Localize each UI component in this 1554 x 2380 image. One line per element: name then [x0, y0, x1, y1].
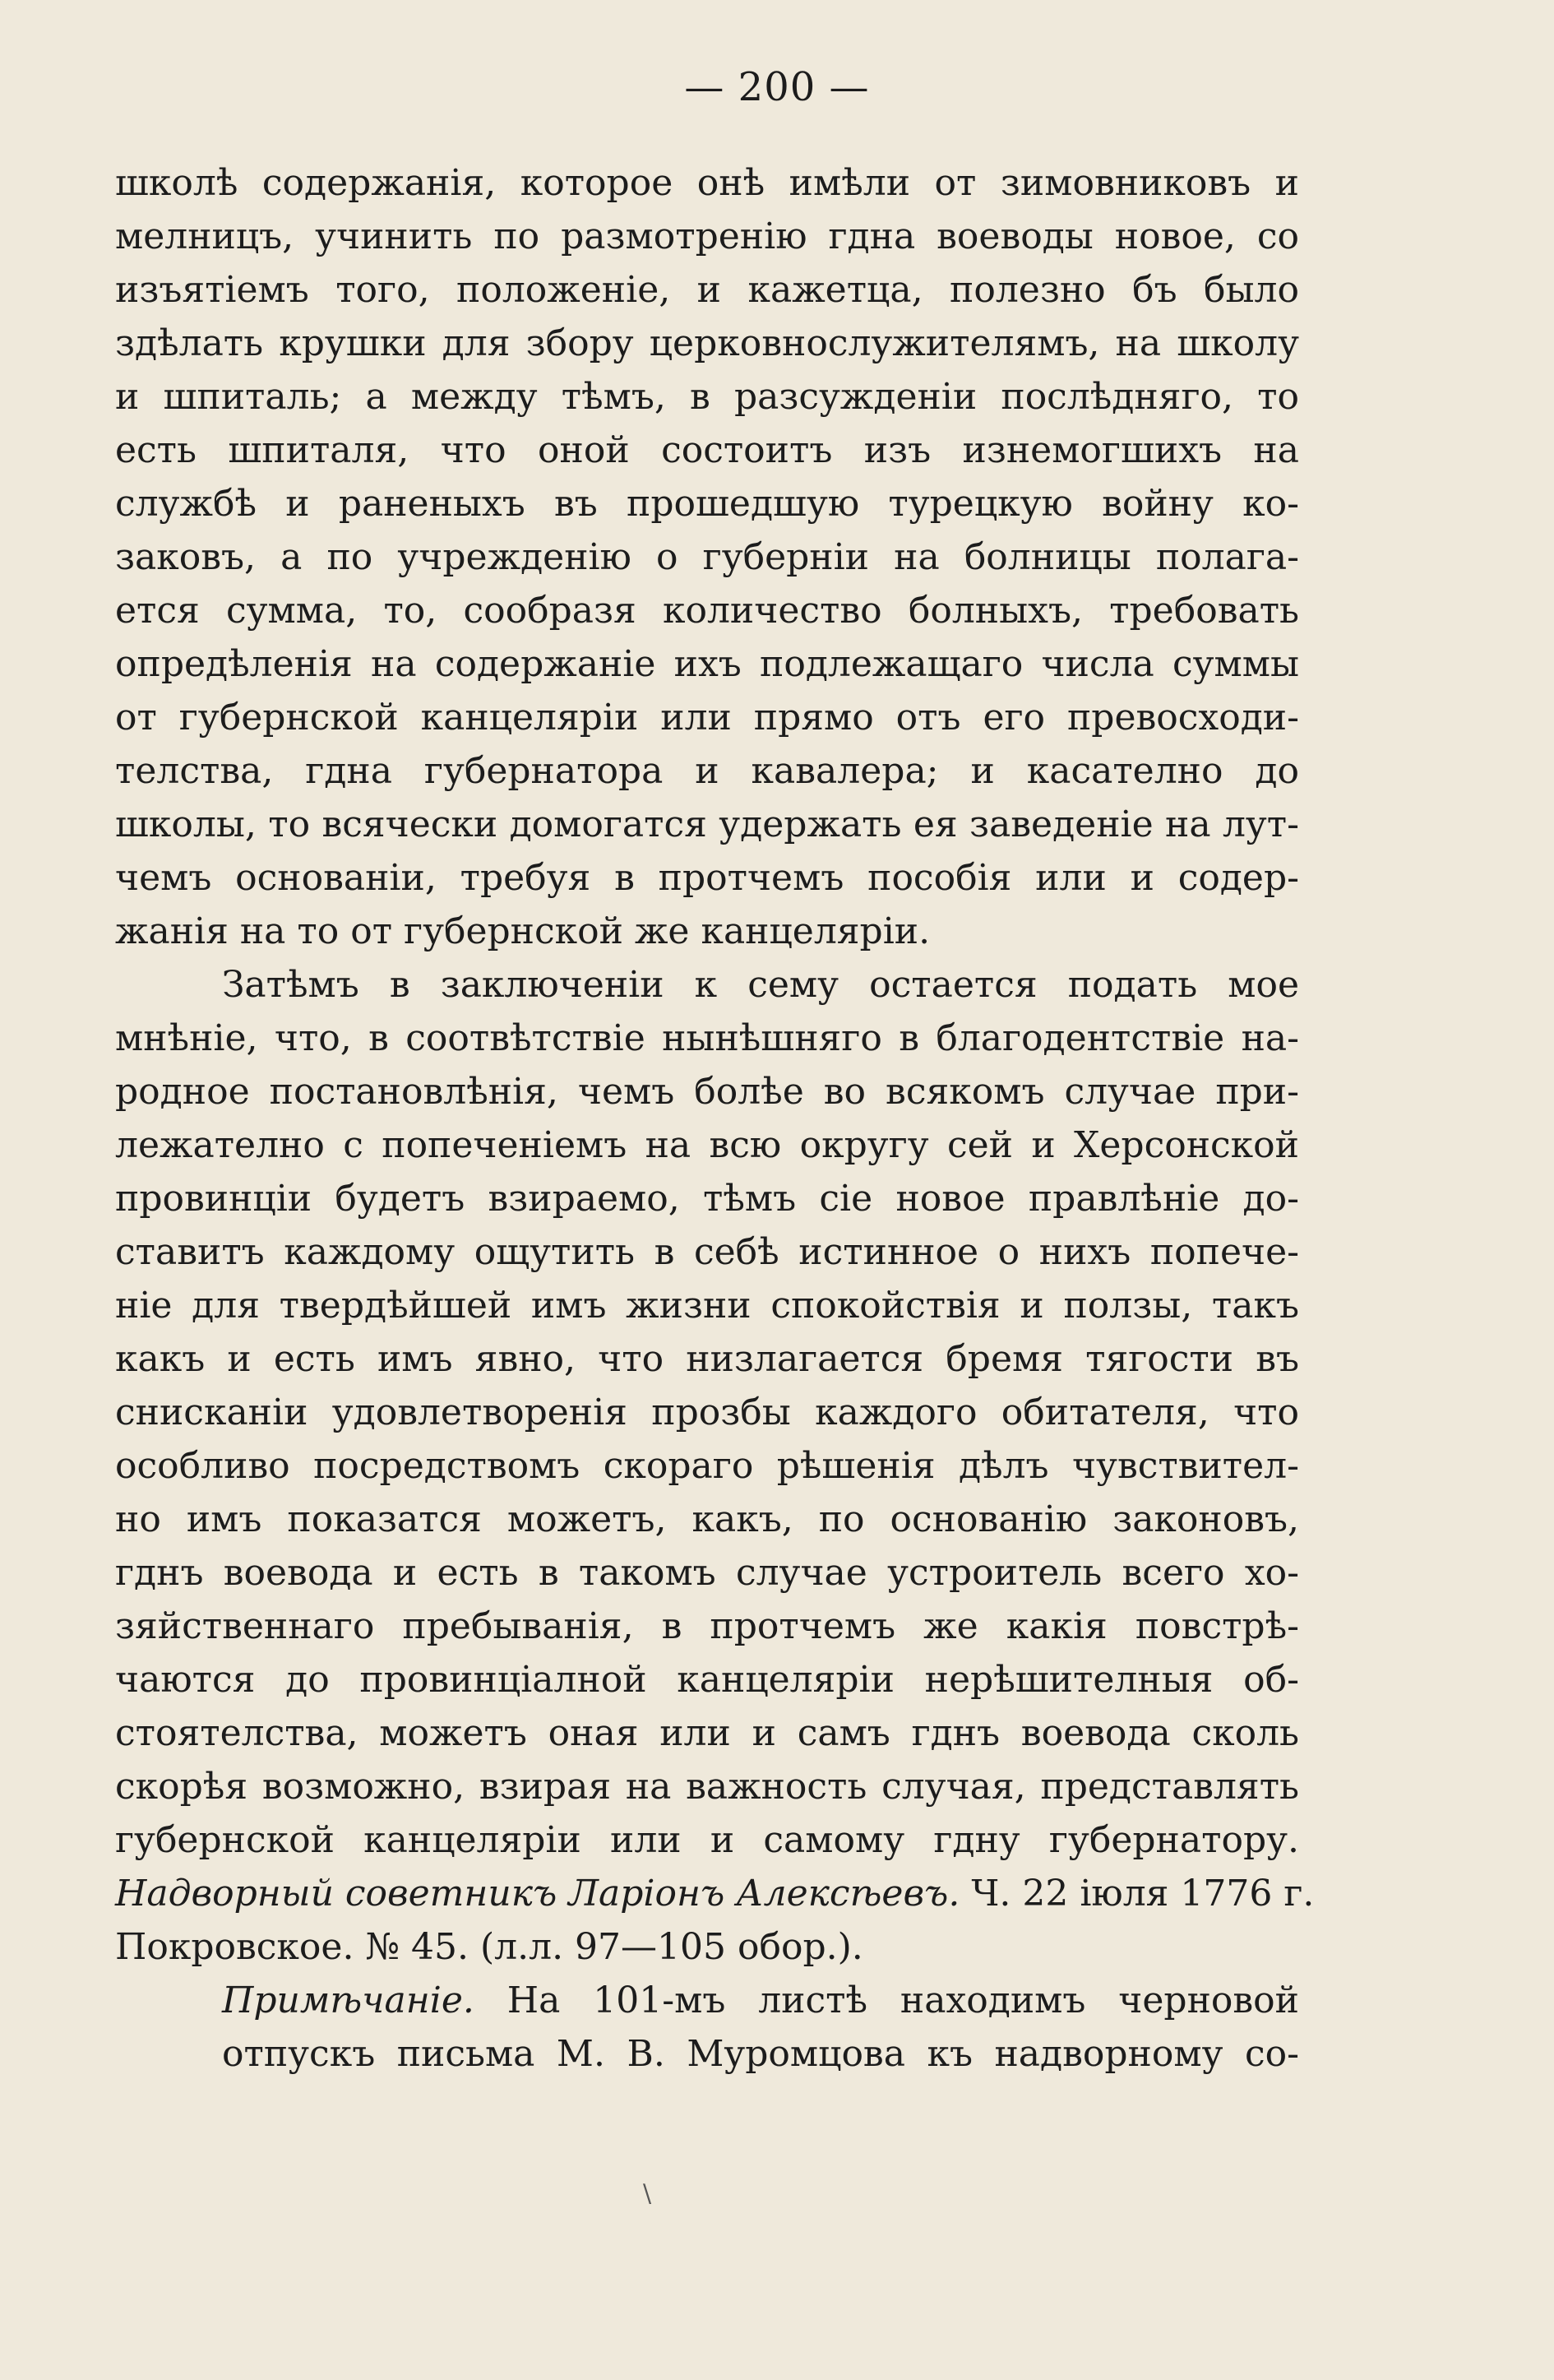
text-line: телства, гдна губернатора и кавалера; и касателно до: [115, 750, 1299, 792]
text-line: есть шпиталя, что оной состоитъ изъ изнемогшихъ на: [115, 429, 1299, 471]
note-text: На 101-мъ листѣ находимъ черновой: [474, 1979, 1299, 2021]
text-line: опредѣленія на содержаніе ихъ подлежащаго числа суммы: [115, 643, 1299, 685]
text-line: какъ и есть имъ явно, что низлагается бремя тягости въ: [115, 1338, 1299, 1380]
note-line: [115, 1974, 1299, 2027]
text-line: чаются до провинціалной канцеляріи нерѣшителныя об-: [115, 1659, 1299, 1701]
text-line: но имъ показатся можетъ, какъ, по основанію законовъ,: [115, 1498, 1299, 1540]
text-line: школы, то всячески домогатся удержать ея заведеніе на лут-: [115, 803, 1299, 845]
archive-reference: Покровское. № 45. (л.л. 97—105 обор.).: [115, 1926, 863, 1968]
text-line: родное постановлѣнія, чемъ болѣе во всякомъ случае при-: [115, 1071, 1299, 1113]
text-line: стоятелства, можетъ оная или и самъ гднъ воевода сколь: [115, 1712, 1299, 1754]
text-line: скорѣя возможно, взирая на важность случая, представлять: [115, 1766, 1299, 1808]
text-line: мелницъ, учинить по размотренію гдна воеводы новое, со: [115, 215, 1299, 257]
signature-name: Надворный советникъ Ларіонъ Алексѣевъ.: [115, 1873, 960, 1915]
text-line: лежателно с попеченіемъ на всю округу сей и Херсонской: [115, 1124, 1299, 1166]
text-line: провинціи будетъ взираемо, тѣмъ сіе новое правлѣніе до-: [115, 1178, 1299, 1220]
text-line: зяйственнаго пребыванія, в протчемъ же какія повстрѣ-: [115, 1605, 1299, 1647]
text-line: здѣлать крушки для збору церковнослужителямъ, на школу: [115, 322, 1299, 364]
stray-mark: \: [643, 2179, 652, 2208]
text-line: губернской канцеляріи или и самому гдну губернатору.: [115, 1819, 1299, 1861]
text-line: от губернской канцеляріи или прямо отъ его превосходи-: [115, 697, 1299, 739]
text-line: чемъ основаніи, требуя в протчемъ пособія или и содер-: [115, 857, 1299, 899]
text-line: гднъ воевода и есть в такомъ случае устроитель всего хо-: [115, 1552, 1299, 1594]
text-block: [115, 156, 1315, 2081]
page-number: — 200 —: [684, 64, 870, 110]
text-line: и шпиталь; а между тѣмъ, в разсужденіи послѣдняго, то: [115, 376, 1299, 418]
text-line: Затѣмъ в заключеніи к сему остается подать мое: [222, 964, 1299, 1006]
signature-details: Ч. 22 іюля 1776 г.: [960, 1873, 1315, 1915]
text-line: изъятіемъ того, положеніе, и кажетца, полезно бъ было: [115, 269, 1299, 311]
text-line: ставитъ каждому ощутить в себѣ истинное о нихъ попече-: [115, 1231, 1299, 1273]
text-line: мнѣніе, что, в соотвѣтствіе нынѣшняго в благодентствіе на-: [115, 1017, 1299, 1059]
text-line: службѣ и раненыхъ въ прошедшую турецкую войну ко-: [115, 483, 1299, 525]
text-line: ется сумма, то, сообразя количество болныхъ, требовать: [115, 590, 1299, 632]
text-line: снисканіи удовлетворенія прозбы каждого обитателя, что: [115, 1391, 1299, 1433]
note-title: Примѣчаніе.: [222, 1979, 474, 2021]
text-line: ніе для твердѣйшей имъ жизни спокойствія и ползы, такъ: [115, 1285, 1299, 1327]
text-line: особливо посредствомъ скораго рѣшенія дѣлъ чувствител-: [115, 1445, 1299, 1487]
text-line: жанія на то от губернской же канцеляріи.: [115, 910, 931, 952]
text-line: школѣ содержанія, которое онѣ имѣли от зимовниковъ и: [115, 162, 1299, 204]
note-line: отпускъ письма М. В. Муромцова къ надворному со-: [222, 2033, 1299, 2075]
signature-line: [115, 1867, 1315, 1920]
text-line: заковъ, а по учрежденію о губерніи на болницы полага-: [115, 536, 1299, 578]
